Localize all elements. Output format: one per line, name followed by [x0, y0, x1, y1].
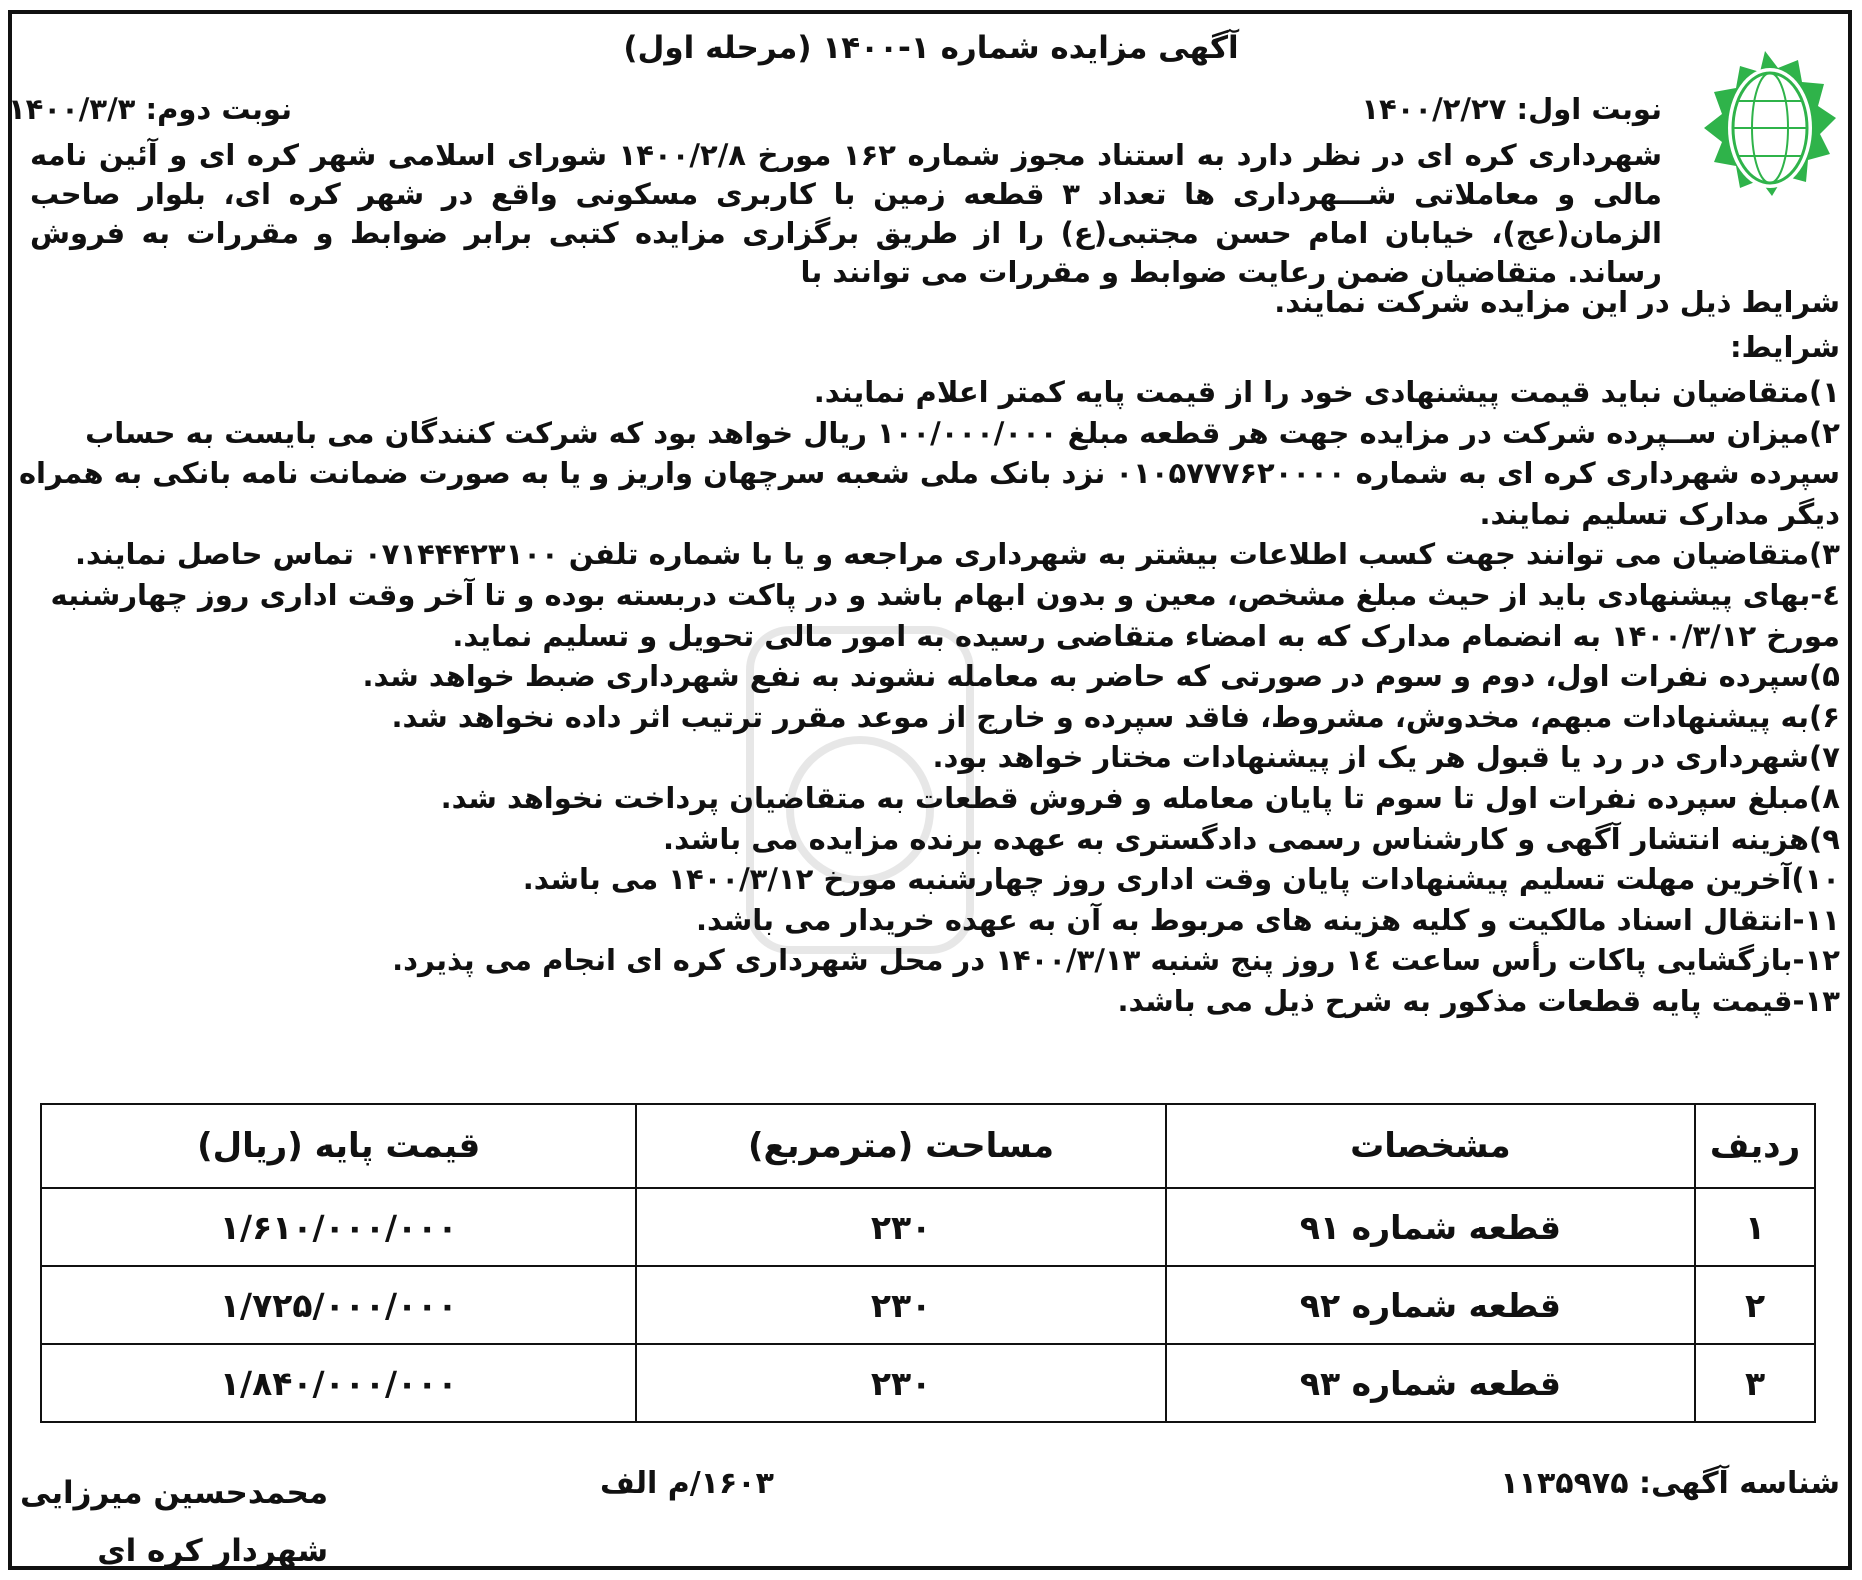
notice-id: شناسه آگهی: ۱۱۳۵۹۷۵ [1500, 1466, 1840, 1501]
conditions-heading: شرایط: [1729, 330, 1840, 364]
signer-name: محمدحسین میرزایی [20, 1475, 329, 1511]
condition-item: ۱۲-بازگشایی پاکات رأس ساعت ١٤ روز پنج شنبه ۱۴۰۰/۳/۱۳ در محل شهرداری کره ای انجام می پذیرد. [392, 943, 1840, 978]
lot-description-cell: قطعه شماره ۹۱ [1166, 1188, 1695, 1266]
table-row [41, 1266, 1815, 1344]
reference-number: ۱۶۰۳/م الف [600, 1466, 774, 1501]
condition-item: ۹)هزینه انتشار آگهی و کارشناس رسمی دادگستری به عهده برنده مزایده می باشد. [663, 821, 1840, 856]
area-cell: ۲۳۰ [636, 1188, 1165, 1266]
condition-item: ۶)به پیشنهادات مبهم، مخدوش، مشروط، فاقد سپرده و خارج از موعد مقرر ترتیب اثر داده نخواهد شد. [391, 699, 1840, 734]
condition-item: ۱۰)آخرین مهلت تسلیم پیشنهادات پایان وقت اداری روز چهارشنبه مورخ ۱۴۰۰/۳/۱۲ می باشد. [522, 862, 1840, 897]
column-header: مشخصات [1166, 1104, 1695, 1188]
notice-title: آگهی مزایده شماره ۱-۱۴۰۰ (مرحله اول) [623, 30, 1239, 66]
base-price-cell: ۱/۸۴۰/۰۰۰/۰۰۰ [41, 1344, 636, 1422]
signature-block [20, 1464, 328, 1580]
column-header: قیمت پایه (ریال) [41, 1104, 636, 1188]
condition-item: ۱)متقاضیان نباید قیمت پیشنهادی خود را از قیمت پایه کمتر اعلام نمایند. [813, 375, 1840, 409]
base-price-cell: ۱/۷۲۵/۰۰۰/۰۰۰ [41, 1266, 636, 1344]
lot-description-cell: قطعه شماره ۹۲ [1166, 1266, 1695, 1344]
condition-item: ۱۳-قیمت پایه قطعات مذکور به شرح ذیل می باشد. [1117, 983, 1840, 1018]
column-header: ردیف [1695, 1104, 1815, 1188]
second-round-date: نوبت دوم: ۱۴۰۰/۳/۳ [7, 92, 292, 126]
row-number-cell: ۲ [1695, 1266, 1815, 1344]
base-price-cell: ۱/۶۱۰/۰۰۰/۰۰۰ [41, 1188, 636, 1266]
signer-title: شهردار کره ای [97, 1533, 329, 1569]
area-cell: ۲۳۰ [636, 1266, 1165, 1344]
row-number-cell: ۳ [1695, 1344, 1815, 1422]
lots-table [40, 1103, 1816, 1423]
intro-paragraph-end: شرایط ذیل در این مزایده شرکت نمایند. [1274, 285, 1840, 319]
condition-item: ٤-بهای پیشنهادی باید از حیث مبلغ مشخص، معین و بدون ابهام باشد و در پاکت دربسته بوده و تا آخر وقت اداری روز چهارشنبه مورخ ۱۴۰۰/۳/۱۲ به انضمام مدارک که به امضاء متقاضی رسیده به امور مالی تحویل و تسلیم نماید. [50, 577, 1840, 653]
table-row [41, 1188, 1815, 1266]
condition-item: ۱۱-انتقال اسناد مالکیت و کلیه هزینه های مربوط به آن به عهده خریدار می باشد. [695, 902, 1840, 937]
first-round-date: نوبت اول: ۱۴۰۰/۲/۲۷ [1361, 92, 1662, 126]
condition-item: ۷)شهرداری در رد یا قبول هر یک از پیشنهادات مختار خواهد بود. [932, 740, 1840, 775]
round-dates [7, 92, 1662, 132]
condition-item: ۸)مبلغ سپرده نفرات اول تا سوم تا پایان معامله و فروش قطعات به متقاضیان پرداخت نخواهد شد. [440, 780, 1840, 815]
area-cell: ۲۳۰ [636, 1344, 1165, 1422]
table-row [41, 1344, 1815, 1422]
column-header: مساحت (مترمربع) [636, 1104, 1165, 1188]
intro-paragraph: شهرداری کره ای در نظر دارد به استناد مجوز شماره ۱۶۲ مورخ ۱۴۰۰/۲/۸ شورای اسلامی شهر کره ای و آئین نامه مالی و معاملاتی شـــهرداری ها تعداد ۳ قطعه زمین با کاربری مسکونی واقع در شهر کره ای، بلوار صاحب الزمان(عج)، خیابان امام حسن مجتبی(ع) را از طریق برگزاری مزایده کتبی برابر ضوابط و مقررات به فروش رساند. متقاضیان ضمن رعایت ضوابط و مقررات می توانند با [30, 138, 1662, 289]
row-number-cell: ۱ [1695, 1188, 1815, 1266]
table-header-row [41, 1104, 1815, 1188]
condition-item: ۳)متقاضیان می توانند جهت کسب اطلاعات بیشتر به شهرداری مراجعه و یا با شماره تلفن ۰۷۱۴۴۴۲۳۱۰۰ تماس حاصل نمایند. [75, 537, 1840, 572]
lot-description-cell: قطعه شماره ۹۳ [1166, 1344, 1695, 1422]
condition-item: ۵)سپرده نفرات اول، دوم و سوم در صورتی که حاضر به معامله نشوند به نفع شهرداری ضبط خواهد شد. [362, 659, 1840, 694]
municipality-emblem-icon [1690, 46, 1840, 216]
conditions-list [14, 372, 1840, 1022]
condition-item: ۲)میزان ســپرده شرکت در مزایده جهت هر قطعه مبلغ ۱۰۰/۰۰۰/۰۰۰ ریال خواهد بود که شرکت کنندگان می بایست به حساب سپرده شهرداری کره ای به شماره ۰۱۰۵۷۷۷۶۲۰۰۰۰ نزد بانک ملی شعبه سرچهان واریز و یا به صورت ضمانت نامه بانکی به همراه دیگر مدارک تسلیم نمایند. [18, 415, 1840, 531]
